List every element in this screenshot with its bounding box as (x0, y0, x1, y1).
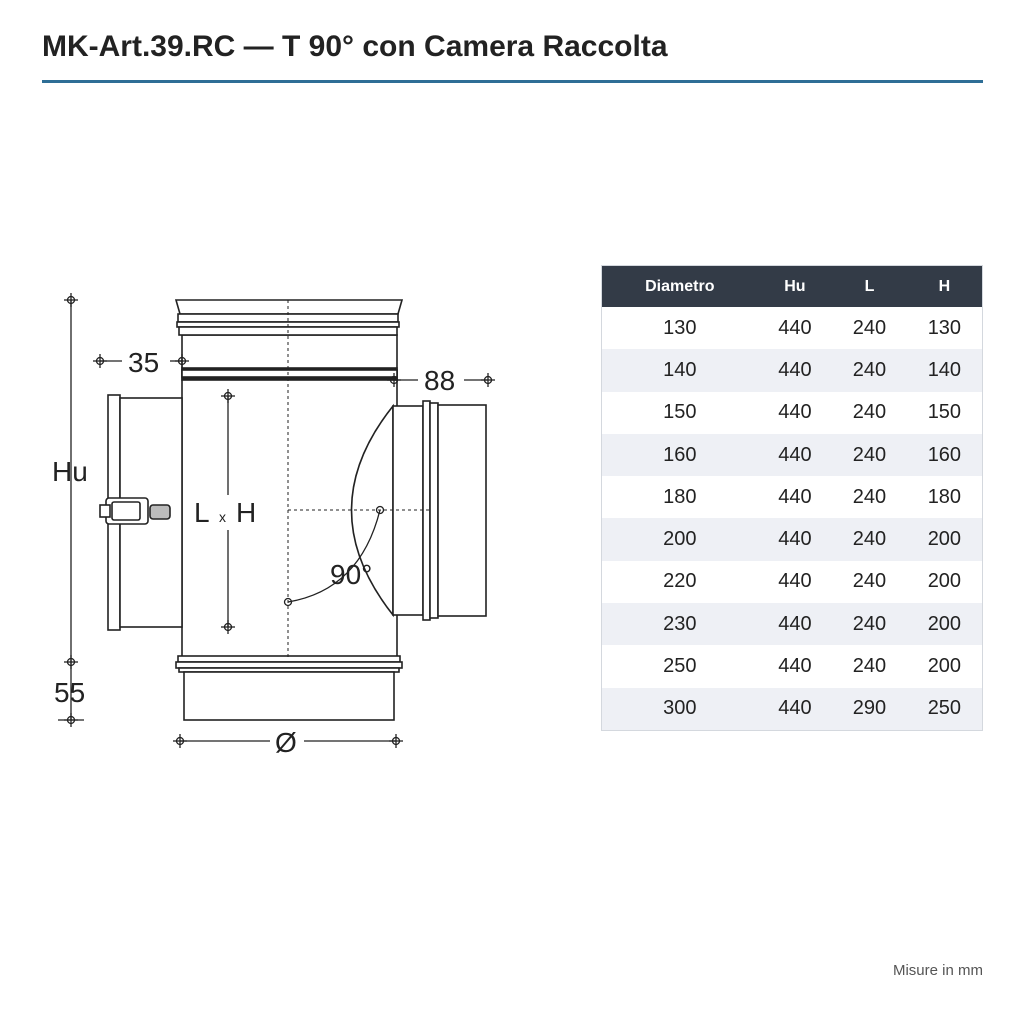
table-row (602, 518, 983, 560)
top-offset-label: 35 (128, 347, 160, 378)
cell-hu: 440 (758, 476, 833, 518)
cell-h: 140 (907, 349, 983, 391)
cell-hu: 440 (758, 688, 833, 731)
table-row (602, 476, 983, 518)
cell-diametro: 140 (602, 349, 758, 391)
cell-diametro: 200 (602, 518, 758, 560)
cell-diametro: 300 (602, 688, 758, 731)
table-row (602, 392, 983, 434)
table-row (602, 688, 983, 731)
inspection-door (100, 395, 182, 630)
cell-l: 240 (832, 434, 907, 476)
cell-l: 240 (832, 561, 907, 603)
cell-h: 250 (907, 688, 983, 731)
cell-hu: 440 (758, 645, 833, 687)
column-header-hu: Hu (758, 266, 833, 308)
cell-hu: 440 (758, 518, 833, 560)
cell-l: 290 (832, 688, 907, 731)
dimensions-table (601, 265, 983, 731)
cell-hu: 440 (758, 392, 833, 434)
cell-hu: 440 (758, 349, 833, 391)
table-row (602, 434, 983, 476)
units-footnote: Misure in mm (892, 962, 983, 979)
diameter-label: Ø (275, 727, 297, 758)
cell-l: 240 (832, 307, 907, 349)
cell-diametro: 250 (602, 645, 758, 687)
column-header-h: H (907, 266, 983, 308)
cell-diametro: 130 (602, 307, 758, 349)
bottom-offset-label: 55 (54, 677, 86, 708)
cell-l: 240 (832, 518, 907, 560)
angle-label: 90° (330, 559, 373, 590)
door-h-label: H (236, 497, 257, 528)
column-header-diametro: Diametro (602, 266, 758, 308)
cell-diametro: 150 (602, 392, 758, 434)
table-header-row (602, 266, 983, 308)
cell-l: 240 (832, 392, 907, 434)
cell-l: 240 (832, 476, 907, 518)
cell-diametro: 180 (602, 476, 758, 518)
cell-hu: 440 (758, 561, 833, 603)
cell-l: 240 (832, 603, 907, 645)
cell-h: 150 (907, 392, 983, 434)
table-row (602, 349, 983, 391)
table-row (602, 645, 983, 687)
cell-h: 200 (907, 603, 983, 645)
column-header-l: L (832, 266, 907, 308)
table-row (602, 561, 983, 603)
cell-diametro: 160 (602, 434, 758, 476)
cell-diametro: 220 (602, 561, 758, 603)
cell-h: 200 (907, 518, 983, 560)
cell-diametro: 230 (602, 603, 758, 645)
cell-h: 200 (907, 561, 983, 603)
table-row (602, 603, 983, 645)
cell-hu: 440 (758, 434, 833, 476)
cell-hu: 440 (758, 603, 833, 645)
cell-l: 240 (832, 349, 907, 391)
cell-h: 180 (907, 476, 983, 518)
cell-h: 130 (907, 307, 983, 349)
door-x-label: x (219, 509, 226, 525)
cell-h: 160 (907, 434, 983, 476)
hu-label: Hu (52, 456, 88, 487)
branch-length-label: 88 (424, 365, 456, 396)
cell-h: 200 (907, 645, 983, 687)
cell-l: 240 (832, 645, 907, 687)
table-row (602, 307, 983, 349)
door-l-label: L (194, 497, 210, 528)
page-title: MK-Art.39.RC — T 90° con Camera Raccolta (42, 30, 668, 63)
cell-hu: 440 (758, 307, 833, 349)
